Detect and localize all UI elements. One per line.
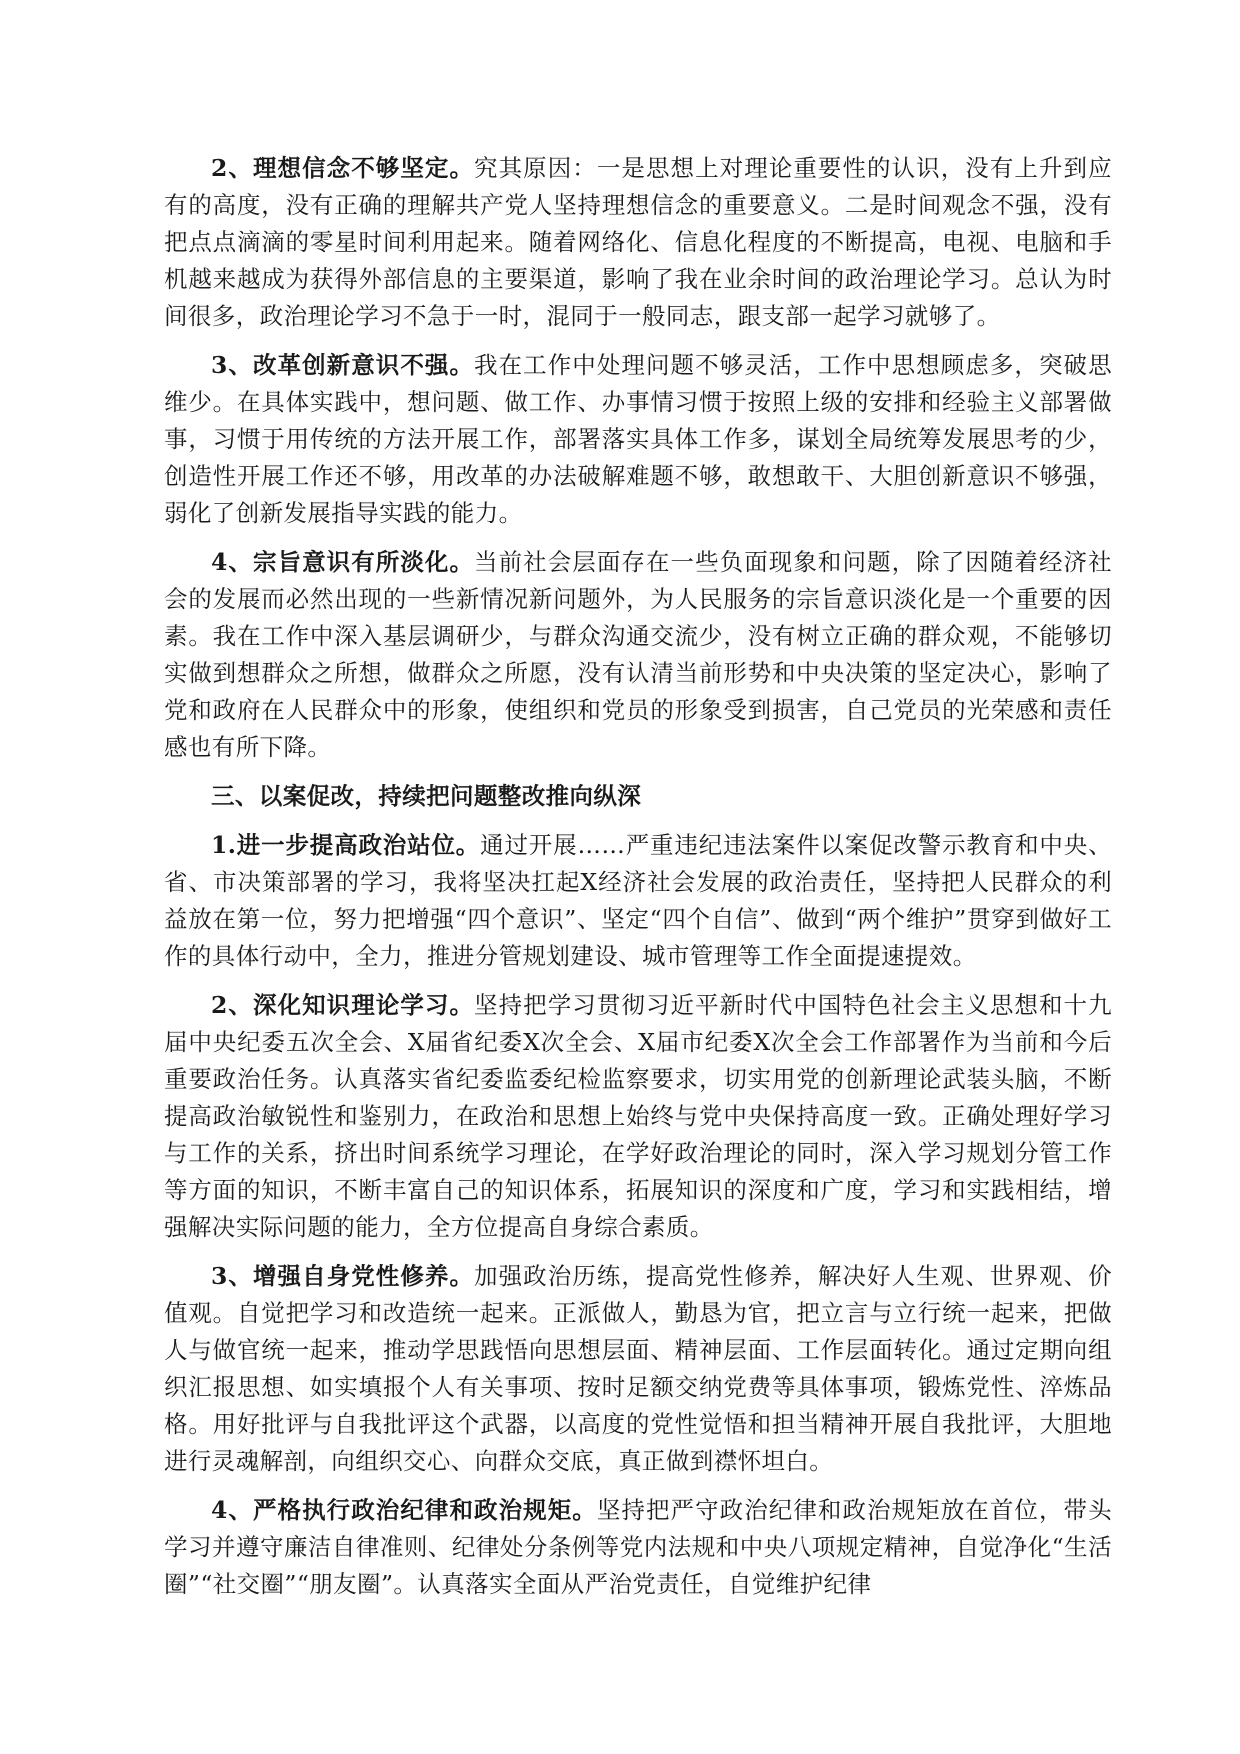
- paragraph-party-spirit: [164, 1258, 1112, 1480]
- paragraph-discipline: [164, 1492, 1112, 1603]
- paragraph-heading: 3、改革创新意识不强。: [211, 351, 475, 379]
- section-heading: 三、以案促改，持续把问题整改推向纵深: [211, 782, 642, 810]
- paragraph-purpose: [164, 544, 1112, 766]
- paragraph-political-stance: [164, 827, 1112, 975]
- paragraph-heading: 4、宗旨意识有所淡化。: [211, 548, 475, 576]
- paragraph-body: 加强政治历练，提高党性修养，解决好人生观、世界观、价值观。自觉把学习和改造统一起来。正派做人，勤恳为官，把立言与立行统一起来，把做人与做官统一起来，推动学思践悟向思想层面、精神层面、工作层面转化。通过定期向组织汇报思想、如实填报个人有关事项、按时足额交纳党费等具体事项，锻炼党性、淬炼品格。用好批评与自我批评这个武器，以高度的党性觉悟和担当精神开展自我批评，大胆地进行灵魂解剖，向组织交心、向群众交底，真正做到襟怀坦白。: [164, 1262, 1112, 1475]
- paragraph-body: 当前社会层面存在一些负面现象和问题，除了因随着经济社会的发展而必然出现的一些新情况新问题外，为人民服务的宗旨意识淡化是一个重要的因素。我在工作中深入基层调研少，与群众沟通交流少，没有树立正确的群众观，不能够切实做到想群众之所想，做群众之所愿，没有认清当前形势和中央决策的坚定决心，影响了党和政府在人民群众中的形象，使组织和党员的形象受到损害，自己党员的光荣感和责任感也有所下降。: [164, 548, 1112, 761]
- paragraph-heading: 2、理想信念不够坚定。: [211, 154, 475, 182]
- paragraph-heading: 3、增强自身党性修养。: [211, 1262, 475, 1290]
- paragraph-body: 坚持把严守政治纪律和政治规矩放在首位，带头学习并遵守廉洁自律准则、纪律处分条例等党内法规和中央八项规定精神，自觉净化“生活圈”“社交圈”“朋友圈”。认真落实全面从严治党责任，自觉维护纪律: [164, 1496, 1112, 1598]
- paragraph-ideals: [164, 150, 1112, 335]
- paragraph-body: 我在工作中处理问题不够灵活，工作中思想顾虑多，突破思维少。在具体实践中，想问题、做工作、办事情习惯于按照上级的安排和经验主义部署做事，习惯于用传统的方法开展工作，部署落实具体工作多，谋划全局统筹发展思考的少，创造性开展工作还不够，用改革的办法破解难题不够，敢想敢干、大胆创新意识不够强，弱化了创新发展指导实践的能力。: [164, 351, 1112, 527]
- paragraph-body: 究其原因：一是思想上对理论重要性的认识，没有上升到应有的高度，没有正确的理解共产党人坚持理想信念的重要意义。二是时间观念不强，没有把点点滴滴的零星时间利用起来。随着网络化、信息化程度的不断提高，电视、电脑和手机越来越成为获得外部信息的主要渠道，影响了我在业余时间的政治理论学习。总认为时间很多，政治理论学习不急于一时，混同于一般同志，跟支部一起学习就够了。: [164, 154, 1112, 330]
- paragraph-reform: [164, 347, 1112, 532]
- paragraph-body: 坚持把学习贯彻习近平新时代中国特色社会主义思想和十九届中央纪委五次全会、X届省纪委X次全会、X届市纪委X次全会工作部署作为当前和今后重要政治任务。认真落实省纪委监委纪检监察要求，切实用党的创新理论武装头脑，不断提高政治敏锐性和鉴别力，在政治和思想上始终与党中央保持高度一致。正确处理好学习与工作的关系，挤出时间系统学习理论，在学好政治理论的同时，深入学习规划分管工作等方面的知识，不断丰富自己的知识体系，拓展知识的深度和广度，学习和实践相结，增强解决实际问题的能力，全方位提高自身综合素质。: [164, 991, 1112, 1241]
- paragraph-heading: 4、严格执行政治纪律和政治规矩。: [211, 1496, 597, 1524]
- paragraph-heading: 1.进一步提高政治站位。: [211, 831, 481, 859]
- document-page: [164, 150, 1112, 1615]
- paragraph-heading: 2、深化知识理论学习。: [211, 991, 475, 1019]
- paragraph-theory-study: [164, 987, 1112, 1246]
- paragraph-body: 通过开展……严重违纪违法案件以案促改警示教育和中央、省、市决策部署的学习，我将坚决扛起X经济社会发展的政治责任，坚持把人民群众的利益放在第一位，努力把增强“四个意识”、坚定“四个自信”、做到“两个维护”贯穿到做好工作的具体行动中，全力，推进分管规划建设、城市管理等工作全面提速提效。: [164, 831, 1112, 970]
